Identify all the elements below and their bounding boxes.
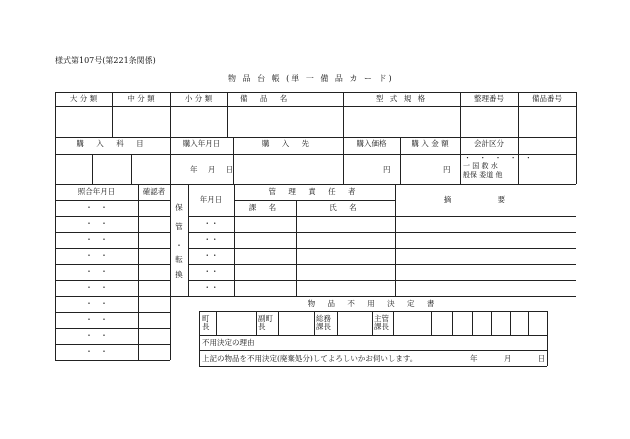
reference-date-cell[interactable]: ・ ・ xyxy=(85,347,108,356)
reference-date-cell[interactable]: ・ ・ xyxy=(85,219,108,228)
category-option[interactable]: 道 xyxy=(486,171,494,179)
custody-label-char: 換 xyxy=(175,270,183,279)
header-vendor: 購 入 先 xyxy=(261,139,315,148)
header-section-name: 課 名 xyxy=(248,203,282,212)
reference-date-cell[interactable]: ・ ・ xyxy=(85,267,108,276)
header-manager: 管 理 責 任 者 xyxy=(268,187,361,196)
category-option[interactable]: 救 xyxy=(481,162,489,170)
custody-date-cell[interactable]: ・・ xyxy=(203,219,219,228)
header-purchase-amount: 購 入 金 額 xyxy=(411,139,449,148)
header-item-name: 備 品 名 xyxy=(240,94,293,103)
category-option[interactable]: 水 xyxy=(490,162,498,170)
approver-general-affairs: 総務課長 xyxy=(316,314,331,332)
category-option[interactable]: 他 xyxy=(495,171,503,179)
category-options-row1[interactable] xyxy=(463,163,498,170)
header-purchase-account: 購 入 科 目 xyxy=(76,139,149,148)
reference-date-cell[interactable]: ・ ・ xyxy=(85,283,108,292)
header-accounting-category: 会計区分 xyxy=(474,139,504,148)
header-purchase-date: 購入年月日 xyxy=(182,139,221,148)
approver-mayor: 町長 xyxy=(202,314,210,332)
disposal-date[interactable]: 年 月 日 xyxy=(470,354,558,363)
header-spec: 型 式 規 格 xyxy=(375,94,428,103)
purchase-date-field[interactable]: 年 月 日 xyxy=(190,165,238,174)
category-options-row2[interactable] xyxy=(463,172,502,179)
category-option[interactable]: 般 xyxy=(463,171,470,179)
custody-label-char: ・ xyxy=(175,241,183,250)
custody-label-char: 転 xyxy=(175,255,183,264)
header-confirmer: 確認者 xyxy=(142,187,166,196)
reference-date-cell[interactable]: ・ ・ xyxy=(85,203,108,212)
custody-date-cell[interactable]: ・・ xyxy=(203,251,219,260)
amount-unit: 円 xyxy=(443,165,451,174)
reference-date-cell[interactable]: ・ ・ xyxy=(85,235,108,244)
price-unit: 円 xyxy=(383,165,391,174)
header-purchase-price: 購入価格 xyxy=(356,139,387,148)
header-reference-date: 照合年月日 xyxy=(77,187,116,196)
custody-date-cell[interactable]: ・・ xyxy=(203,283,219,292)
header-minor-category: 小 分 類 xyxy=(184,94,213,103)
category-option[interactable]: 保 xyxy=(470,171,477,179)
header-remarks: 摘 要 xyxy=(443,195,528,204)
header-major-category: 大 分 類 xyxy=(69,94,98,103)
approver-section-chief: 主管課長 xyxy=(374,314,389,332)
custody-date-cell[interactable]: ・・ xyxy=(203,267,219,276)
header-person-name: 氏 名 xyxy=(329,203,362,212)
form-title: 物 品 台 帳 (単 一 備 品 カ ー ド) xyxy=(228,74,394,83)
custody-date-cell[interactable]: ・・ xyxy=(203,235,219,244)
category-option[interactable]: 委 xyxy=(479,171,487,179)
disposal-request-text: 上記の物品を不用決定(廃棄処分)してよろしいかお伺いします。 xyxy=(202,354,418,363)
header-control-number: 整理番号 xyxy=(474,94,504,103)
header-middle-category: 中 分 類 xyxy=(127,94,155,103)
disposal-reason-label: 不用決定の理由 xyxy=(202,338,255,347)
custody-label-char: 管 xyxy=(175,222,183,231)
reference-date-cell[interactable]: ・ ・ xyxy=(85,299,108,308)
category-option[interactable]: 一 xyxy=(463,162,470,170)
approver-deputy-mayor: 副町長 xyxy=(258,314,273,332)
reference-date-cell[interactable]: ・ ・ xyxy=(85,315,108,324)
disposal-title: 物 品 不 用 決 定 書 xyxy=(307,299,440,308)
reference-date-cell[interactable]: ・ ・ xyxy=(85,331,108,340)
custody-label-char: 保 xyxy=(175,203,183,212)
category-option[interactable]: 国 xyxy=(472,162,480,170)
reference-date-cell[interactable]: ・ ・ xyxy=(85,251,108,260)
category-checkbox-dots[interactable]: ・ ・ ・ ・ ・ xyxy=(464,154,535,162)
header-equipment-number: 備品番号 xyxy=(532,94,562,103)
header-custody-date: 年月日 xyxy=(199,195,223,204)
form-reference: 様式第107号(第221条関係) xyxy=(55,56,156,65)
